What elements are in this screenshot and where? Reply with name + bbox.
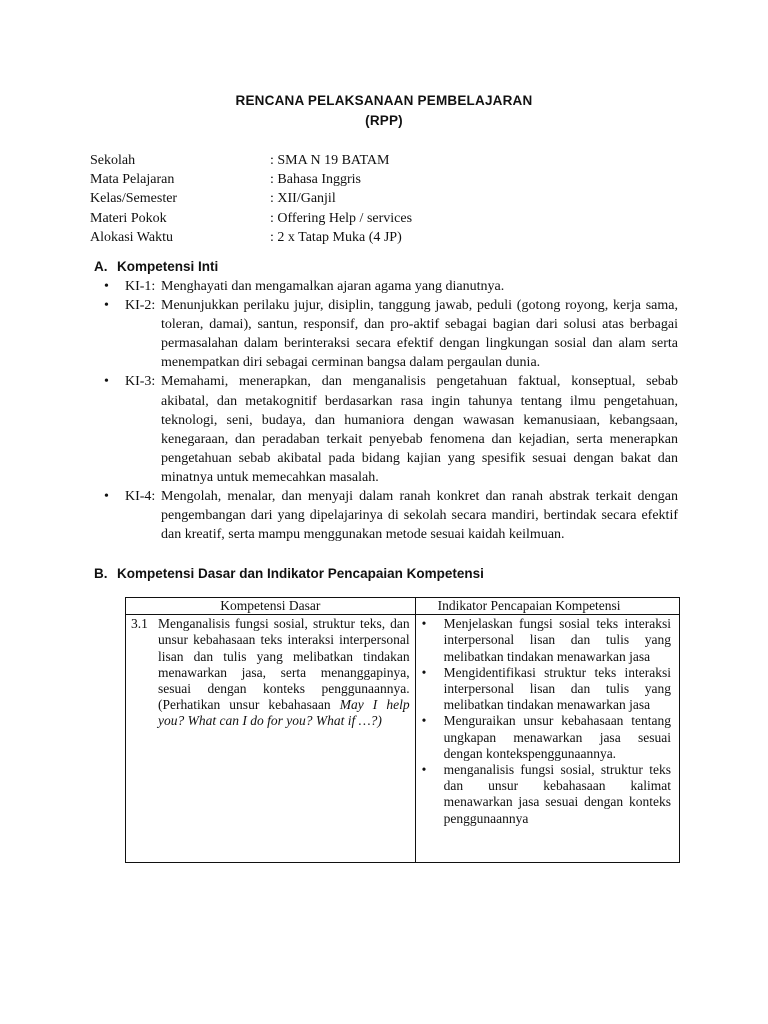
bullet-icon: • [104,279,109,294]
ki-code: KI-3: [125,374,156,390]
identity-row-material [90,209,412,228]
competency-table [125,597,680,863]
table-row [126,615,680,863]
list-item [422,665,671,714]
bullet-icon: • [104,374,109,390]
ki-code: KI-1: [125,279,156,294]
bullet-icon: • [421,664,427,680]
kd-description [131,616,410,729]
kd-example-expressions: May I help you? What can I do for you? What if …?) [158,697,410,729]
identity-label: Mata Pelajaran [90,172,175,188]
bullet-icon: • [421,616,427,632]
bullet-icon: • [104,298,109,314]
bullet-icon: • [421,713,427,729]
indicator-list [422,616,671,827]
core-competency-list [104,277,678,544]
section-b-title: Kompetensi Dasar dan Indikator Pencapaian Kompetensi [117,566,484,581]
table-header-row [126,598,680,615]
identity-value: : Offering Help / services [270,210,413,226]
section-a-number: A. [94,259,108,274]
column-header-basic-competency: Kompetensi Dasar [126,598,416,615]
indicator-text: menganalisis fungsi sosial, struktur teks dan unsur kebahasaan kalimat menawarkan jasa sesuai dengan konteks penggunaannya [443,762,671,826]
identity-value: : 2 x Tatap Muka (4 JP) [270,229,402,245]
section-a-title: Kompetensi Inti [117,259,219,274]
identity-value: : XII/Ganjil [270,191,336,207]
indicator-text: Mengidentifikasi struktur teks interaksi interpersonal lisan dan tulis yang melibatkan tindakan menawarkan jasa [443,664,671,713]
identity-label: Kelas/Semester [90,191,178,207]
section-b-number: B. [94,566,108,581]
indicator-text: Menguraikan unsur kebahasaan tentang ungkapan menawarkan jasa sesuai dengan kontekspenggunaannya. [443,713,671,761]
list-item [104,487,678,544]
identity-label: Sekolah [90,153,136,168]
document-title: RENCANA PELAKSANAAN PEMBELAJARAN [235,93,533,108]
list-item [422,762,671,827]
identity-row-school [90,151,412,170]
identity-value: : SMA N 19 BATAM [270,153,390,168]
identity-label: Materi Pokok [90,210,167,226]
list-item [104,277,678,296]
ki-code: KI-2: [125,298,156,314]
bullet-icon: • [104,489,109,505]
identity-row-class [90,189,412,208]
identity-value: : Bahasa Inggris [270,172,361,188]
ki-text: Mengolah, menalar, dan menyaji dalam ranah konkret dan ranah abstrak terkait dengan pengembangan dari yang dipelajarinya di sekolah secara mandiri, bertindak secara efektif dan kreatif, serta mampu menggunakan metode sesuai kaidah keilmuan. [161,489,678,543]
indicator-text: Menjelaskan fungsi sosial teks interaksi interpersonal lisan dan tulis yang melibatkan tindakan menawarkan jasa [443,616,671,664]
identity-row-time [90,228,412,247]
identity-table [90,151,412,247]
ki-text: Menunjukkan perilaku jujur, disiplin, tanggung jawab, peduli (gotong royong, kerja sama, toleran, damai), santun, responsif, dan pro-aktif sebagai bagian dari solusi atas berbagai permasalahan dalam berinteraksi secara efektif dengan lingkungan sosial dan alam serta menempatkan diri sebagai cerminan bangsa dalam pergaulan dunia. [161,298,678,371]
column-header-indicators: Indikator Pencapaian Kompetensi [415,598,679,615]
identity-row-subject [90,170,412,189]
identity-label: Alokasi Waktu [90,229,173,245]
list-item [104,296,678,372]
list-item [104,372,678,487]
ki-text: Menghayati dan mengamalkan ajaran agama yang dianutnya. [161,279,505,294]
indicators-cell [415,615,679,863]
list-item [422,713,671,762]
ki-text: Memahami, menerapkan, dan menganalisis pengetahuan faktual, konseptual, sebab akibatal, dan metakognitif berdasarkan rasa ingin tahunya tentang ilmu pengetahuan, teknologi, seni, budaya, dan humaniora dengan wawasan kemanusiaan, kebangsaan, kenegaraan, dan peradaban terkait penyebab fenomena dan kejadian, serta menerapkan pengetahuan sebab akibatal pada bidang kajian yang spesifik sesuai dengan bakat dan minatnya untuk memecahkan masalah. [161,374,678,485]
basic-competency-cell [126,615,416,863]
ki-code: KI-4: [125,489,156,505]
section-a-heading [94,259,218,274]
bullet-icon: • [421,762,427,778]
kd-text: Menganalisis fungsi sosial, struktur teks, dan unsur kebahasaan teks interaksi interpersonal lisan dan tulis yang melibatkan tindakan menawarkan jasa, serta menanggapinya, sesuai dengan konteks penggunaannya. (Perhatikan unsur kebahasaan [158,616,410,713]
document-subtitle: (RPP) [365,113,403,128]
kd-number: 3.1 [131,616,148,632]
section-b-heading [94,566,484,581]
list-item [422,616,671,665]
